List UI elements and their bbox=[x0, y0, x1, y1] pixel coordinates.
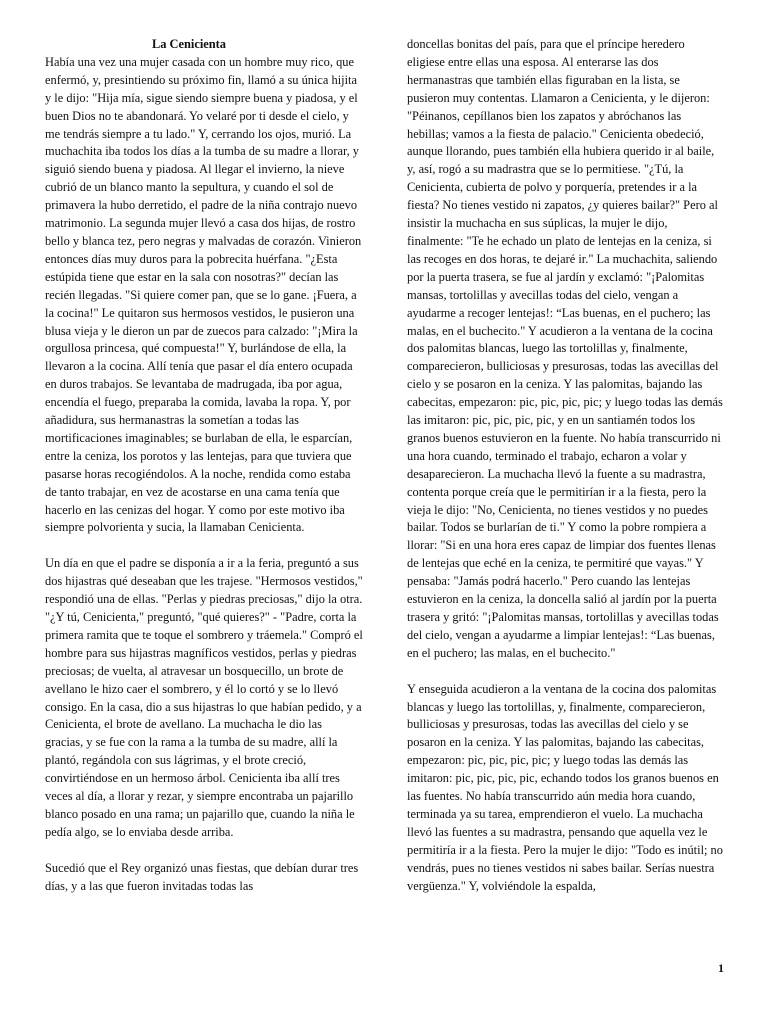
paragraph-left-1: Había una vez una mujer casada con un hombre muy rico, que enfermó, y, presintiendo su próximo fin, llamó a su única hijita y le dijo: "Hija mía, sigue siendo siempre buena y piadosa, y el buen Dios no te abandonará. Yo velaré por ti desde el cielo, y me tendrás siempre a tu lado." Y, cerrando los ojos, murió. La muchachita iba todos los días a la tumba de su madre a llorar, y siguió siendo buena y piadosa. Al llegar el invierno, la nieve cubrió de un blanco manto la sepultura, y cuando el sol de primavera la hubo derretido, el padre de la niña contrajo nuevo matrimonio. La segunda mujer llevó a casa dos hijas, de rostro bello y blanca tez, pero negras y malvadas de corazón. Vinieron entonces días muy duros para la pobrecita huérfana. "¿Esta estúpida tiene que estar en la sala con nosotras?" decían las recién llegadas. "Si quiere comer pan, que se lo gane. ¡Fuera, a la cocina!" Le quitaron sus hermosos vestidos, le pusieron una blusa vieja y le dieron un par de zuecos para calzado: "¡Mira la orgullosa princesa, qué compuesta!" Y, burlándose de ella, la llevaron a la cocina. Allí tenía que pasar el día entero ocupada en duros trabajos. Se levantaba de madrugada, iba por agua, encendía el fuego, preparaba la comida, lavaba la ropa. Y, por añadidura, sus hermanastras la sometían a todas las mortificaciones imaginables; se burlaban de ella, le esparcían, entre la ceniza, los porotos y las lentejas, para que tuviera que pasarse horas recogiéndolos. A la noche, rendida como estaba de tanto trabajar, en vez de acostarse en una cama tenía que hacerlo en las cenizas del hogar. Y como por este motivo iba siempre polvorienta y sucia, la llamaban Cenicienta. bbox=[45, 54, 362, 535]
right-column bbox=[407, 36, 725, 913]
paragraph-right-1: doncellas bonitas del país, para que el príncipe heredero eligiese entre ellas una esposa. Al enterarse las dos hermanastras que también ellas figuraban en la lista, se pusieron muy contentas. Llamaron a Cenicienta, y le dijeron: "Péinanos, cepíllanos bien los zapatos y abróchanos las hebillas; vamos a la fiesta de palacio." Cenicienta obedeció, aunque llorando, pues también ella hubiera querido ir al baile, y, así, rogó a su madrastra que se lo permitiese. "¿Tú, la Cenicienta, cubierta de polvo y porquería, pretendes ir a la fiesta? No tienes vestido ni zapatos, ¿y quieres bailar?" Pero al insistir la muchacha en sus súplicas, la mujer le dijo, finalmente: "Te he echado un plato de lentejas en la ceniza, si las recoges en dos horas, te dejaré ir." La muchachita, saliendo por la puerta trasera, se fue al jardín y exclamó: "¡Palomitas mansas, tortolillas y avecillas todas del cielo, vengan a ayudarme a recoger lentejas!: “Las buenas, en el puchero; las malas, en el buchecito." Y acudieron a la ventana de la cocina dos palomitas blancas, luego las tortolillas y, finalmente, comparecieron, bulliciosas y presurosas, todas las avecillas del cielo y se posaron en la ceniza. Y las palomitas, bajando las cabecitas, empezaron: pic, pic, pic, pic; y luego todas las demás las imitaron: pic, pic, pic, pic, y en un santiamén todos los granos buenos estuvieron en la fuente. No había transcurrido ni una hora cuando, terminado el trabajo, echaron a volar y desaparecieron. La muchacha llevó la fuente a su madrastra, contenta porque creía que le permitirían ir a la fiesta, pero la vieja le dijo: "No, Cenicienta, no tienes vestidos y no puedes bailar. Todos se burlarían de ti." Y como la pobre rompiera a llorar: "Si en una hora eres capaz de limpiar dos fuentes llenas de lentejas que eché en la ceniza, te permitiré que vayas." Y pensaba: "Jamás podrá hacerlo." Pero cuando las lentejas estuvieron en la ceniza, la doncella salió al jardín por la puerta trasera y gritó: "¡Palomitas mansas, tortolillas y avecillas todas del cielo, vengan a ayudarme a limpiar lentejas!: “Las buenas, en el puchero; las malas, en el buchecito." bbox=[407, 37, 723, 660]
paragraph-right-2: Y enseguida acudieron a la ventana de la cocina dos palomitas blancas y luego las tortolillas, y, finalmente, comparecieron, bulliciosas y presurosas, todas las avecillas del cielo y se posaron en la ceniza. Y las palomitas, bajando las cabecitas, empezaron: pic, pic, pic, pic; y luego todas las demás las imitaron: pic, pic, pic, pic, echando todos los granos buenos en las fuentes. No había transcurrido aún media hora cuando, terminada ya su tarea, emprendieron el vuelo. La muchacha llevó las fuentes a su madrastra, pensando que aquella vez le permitiría ir a la fiesta. Pero la mujer le dijo: "Todo es inútil; no vendrás, pues no tienes vestidos ni sabes bailar. Serías nuestra vergüenza." Y, volviéndole la espalda, bbox=[407, 681, 723, 893]
left-column bbox=[45, 36, 363, 913]
page-number: 1 bbox=[718, 961, 724, 975]
paragraph-left-2: Un día en que el padre se disponía a ir a la feria, preguntó a sus dos hijastras qué deseaban que les trajese. "Hermosos vestidos," respondió una de ellas. "Perlas y piedras preciosas," dijo la otra. "¿Y tú, Cenicienta," preguntó, "qué quieres?" - "Padre, corta la primera ramita que te toque el sombrero y tráemela." Compró el hombre para sus hijastras magníficos vestidos, perlas y piedras preciosas; de vuelta, al atravesar un bosquecillo, un brote de avellano le hizo caer el sombrero, y él lo cortó y se lo llevó consigo. En la casa, dio a sus hijastras lo que habían pedido, y a Cenicienta, el brote de avellano. La muchacha le dio las gracias, y se fue con la rama a la tumba de su madre, allí la plantó, regándola con sus lágrimas, y el brote creció, convirtiéndose en un hermoso árbol. Cenicienta iba allí tres veces al día, a llorar y rezar, y siempre encontraba un pajarillo blanco posado en una rama; un pajarillo que, cuando la niña le pedía algo, se lo enviaba desde arriba. bbox=[45, 556, 363, 839]
paragraph-left-3: Sucedió que el Rey organizó unas fiestas, que debían durar tres días, y a las que fueron invitadas todas las bbox=[45, 860, 359, 893]
document-title: La Cenicienta bbox=[152, 37, 226, 51]
